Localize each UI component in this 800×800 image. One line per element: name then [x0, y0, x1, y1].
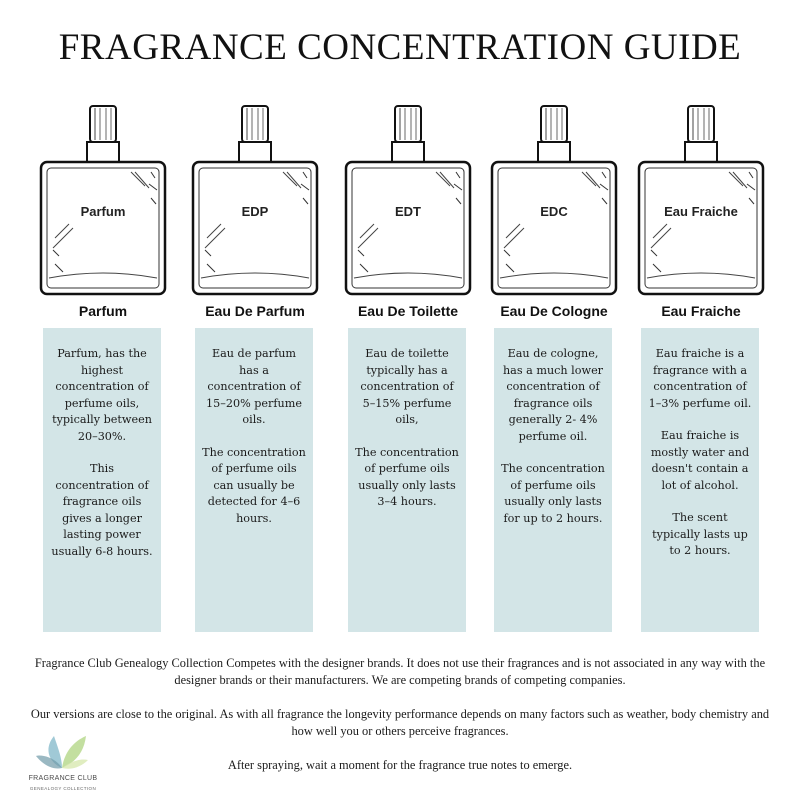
bottle-icon: [33, 100, 173, 298]
concentration-column-parfum: [33, 100, 173, 558]
concentration-column-edc: [484, 100, 624, 525]
concentration-name: Eau Fraiche: [661, 303, 741, 319]
description-text: Parfum, has the highest concentration of perfume oils, typically between 20–30%.: [52, 347, 152, 443]
description-text: Eau de parfum has a concentration of 15–20% perfume oils.: [206, 347, 302, 426]
brand-logo: [20, 728, 106, 798]
concentration-name: Eau De Toilette: [357, 303, 459, 319]
description-box: [348, 328, 466, 632]
bottle-label: Eau Fraiche: [664, 204, 738, 219]
bottle-icon: [185, 100, 325, 298]
concentration-name: Parfum: [78, 303, 128, 319]
description-text: The scent typically lasts up to 2 hours.: [652, 511, 748, 557]
description-text: The concentration of perfume oils can usually be detected for 4–6 hours.: [202, 445, 306, 525]
description-text: Eau fraiche is mostly water and doesn't contain a lot of alcohol.: [650, 429, 750, 492]
description-box: [494, 328, 612, 632]
disclaimer-paragraph: Fragrance Club Genealogy Collection Competes with the designer brands. It does not use their fragrances and is not associated in any way with the designer brands or their manufacturers. We are competing brands of competing companies.: [34, 656, 766, 687]
description-text: Eau fraiche is a fragrance with a concentration of 1–3% perfume oil.: [648, 347, 752, 410]
description-box: [43, 328, 161, 632]
disclaimer-paragraph: Our versions are close to the original. As with all fragrance the longevity performance depends on many factors such as weather, body chemistry and how well you or others perceive fragrances.: [30, 707, 770, 738]
description-text: Eau de cologne, has a much lower concentration of fragrance oils generally 2- 4% perfume oil.: [502, 347, 604, 443]
bottle-label: EDC: [540, 204, 568, 219]
disclaimer: [20, 655, 780, 791]
page-title: FRAGRANCE CONCENTRATION GUIDE: [58, 27, 742, 68]
bottle-label: EDT: [395, 204, 421, 219]
bottle-icon: [338, 100, 478, 298]
leaf-logo-icon: [34, 728, 90, 772]
bottle-label: EDP: [241, 204, 269, 219]
bottle-icon: [484, 100, 624, 298]
description-box: [641, 328, 759, 632]
perfume-bottle-illustration: [185, 100, 325, 298]
disclaimer-paragraph: After spraying, wait a moment for the fragrance true notes to emerge.: [227, 758, 573, 772]
concentration-column-eau-fraiche: [631, 100, 771, 557]
description-text: This concentration of fragrance oils gives a longer lasting power usually 6-8 hours.: [51, 462, 153, 558]
concentration-name: Eau De Cologne: [500, 303, 608, 319]
logo-name: FRAGRANCE CLUB: [28, 775, 98, 782]
logo-subtitle: GENEALOGY COLLECTION: [29, 786, 97, 791]
concentration-column-edp: [185, 100, 325, 525]
perfume-bottle-illustration: [631, 100, 771, 298]
bottle-label: Parfum: [80, 204, 126, 219]
perfume-bottle-illustration: [338, 100, 478, 298]
perfume-bottle-illustration: [484, 100, 624, 298]
description-text: The concentration of perfume oils usually only lasts for up to 2 hours.: [501, 462, 605, 525]
perfume-bottle-illustration: [33, 100, 173, 298]
description-text: Eau de toilette typically has a concentration of 5–15% perfume oils,: [360, 347, 454, 426]
description-text: The concentration of perfume oils usually only lasts 3–4 hours.: [355, 445, 459, 508]
concentration-name: Eau De Parfum: [205, 303, 305, 319]
concentration-column-edt: [338, 100, 478, 508]
bottle-icon: [631, 100, 771, 298]
description-box: [195, 328, 313, 632]
